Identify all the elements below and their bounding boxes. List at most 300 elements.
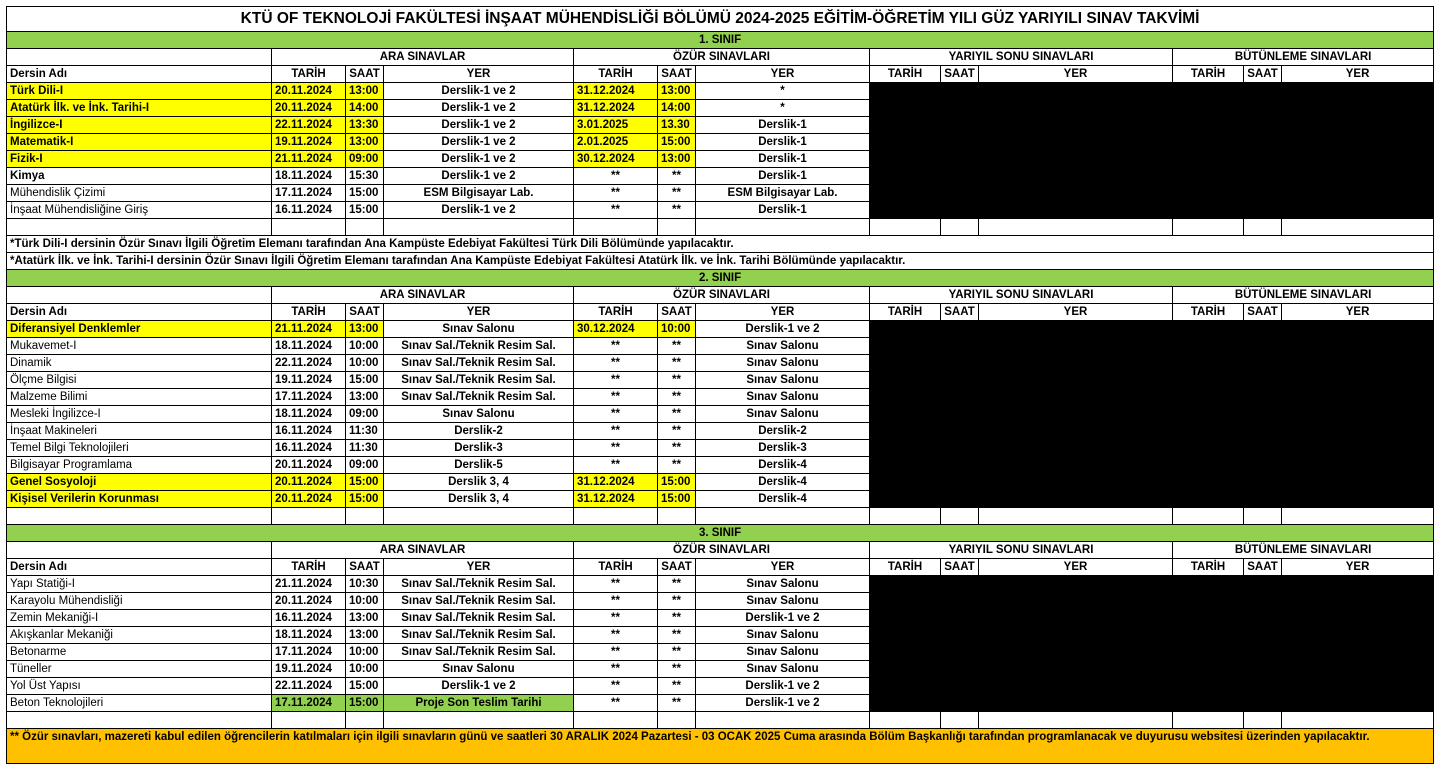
empty-cell	[1282, 712, 1434, 729]
ara-saat: 15:00	[346, 678, 384, 695]
course-name[interactable]: Kişisel Verilerin Korunması	[7, 491, 272, 508]
class-label: 1. SINIF	[7, 32, 1434, 49]
empty-cell	[658, 219, 696, 236]
empty-cell	[658, 508, 696, 525]
ara-tarih: 18.11.2024	[272, 627, 346, 644]
ara-saat: 15:00	[346, 202, 384, 219]
course-name[interactable]: Tüneller	[7, 661, 272, 678]
course-name[interactable]: Kimya	[7, 168, 272, 185]
ozur-tarih: **	[574, 576, 658, 593]
saat-header: SAAT	[658, 66, 696, 83]
class-row	[7, 32, 1434, 49]
ara-tarih: 21.11.2024	[272, 321, 346, 338]
saat-header: SAAT	[658, 304, 696, 321]
yer-header: YER	[384, 304, 574, 321]
ozur-saat: **	[658, 355, 696, 372]
ozur-tarih: 30.12.2024	[574, 151, 658, 168]
ozur-tarih: **	[574, 338, 658, 355]
ozur-yer: Sınav Salonu	[696, 644, 870, 661]
tarih-header: TARİH	[870, 66, 941, 83]
ara-yer: Derslik-1 ve 2	[384, 83, 574, 100]
course-name[interactable]: Temel Bilgi Teknolojileri	[7, 440, 272, 457]
saat-header: SAAT	[346, 66, 384, 83]
group-header-row	[7, 287, 1434, 304]
ozur-yer: *	[696, 100, 870, 117]
course-name[interactable]: Mukavemet-I	[7, 338, 272, 355]
course-row	[7, 83, 1434, 100]
ara-tarih: 16.11.2024	[272, 423, 346, 440]
ozur-saat: **	[658, 168, 696, 185]
course-name[interactable]: Malzeme Bilimi	[7, 389, 272, 406]
group-header-row	[7, 49, 1434, 66]
tarih-header: TARİH	[574, 559, 658, 576]
empty-cell	[979, 508, 1173, 525]
note-row	[7, 253, 1434, 270]
ara-tarih: 20.11.2024	[272, 491, 346, 508]
ara-yer: Sınav Sal./Teknik Resim Sal.	[384, 355, 574, 372]
ozur-saat: 15:00	[658, 474, 696, 491]
ara-saat: 11:30	[346, 440, 384, 457]
ara-tarih: 20.11.2024	[272, 593, 346, 610]
ara-tarih: 17.11.2024	[272, 695, 346, 712]
ozur-yer: Sınav Salonu	[696, 576, 870, 593]
empty-cell	[1173, 219, 1244, 236]
ozur-yer: Derslik-3	[696, 440, 870, 457]
empty-cell	[1173, 508, 1244, 525]
ara-saat: 13:00	[346, 389, 384, 406]
course-name[interactable]: Dinamik	[7, 355, 272, 372]
empty-cell	[346, 219, 384, 236]
course-name[interactable]: Betonarme	[7, 644, 272, 661]
ozur-yer: Sınav Salonu	[696, 593, 870, 610]
ara-saat: 14:00	[346, 100, 384, 117]
course-name[interactable]: Türk Dili-I	[7, 83, 272, 100]
empty-cell	[272, 219, 346, 236]
ara-tarih: 16.11.2024	[272, 202, 346, 219]
empty-cell	[941, 712, 979, 729]
ozur-yer: Sınav Salonu	[696, 355, 870, 372]
ara-yer: Derslik-2	[384, 423, 574, 440]
note-row	[7, 236, 1434, 253]
ara-yer: Sınav Salonu	[384, 321, 574, 338]
saat-header: SAAT	[1244, 559, 1282, 576]
tarih-header: TARİH	[870, 559, 941, 576]
ozur-tarih: **	[574, 168, 658, 185]
ozur-tarih: **	[574, 695, 658, 712]
ozur-saat: 15:00	[658, 491, 696, 508]
ara-tarih: 16.11.2024	[272, 610, 346, 627]
class-row	[7, 270, 1434, 287]
empty-cell	[979, 219, 1173, 236]
yer-header: YER	[1282, 559, 1434, 576]
empty-cell	[870, 508, 941, 525]
ara-yer: Sınav Sal./Teknik Resim Sal.	[384, 576, 574, 593]
ara-tarih: 20.11.2024	[272, 474, 346, 491]
course-name[interactable]: Genel Sosyoloji	[7, 474, 272, 491]
ara-yer: Derslik-5	[384, 457, 574, 474]
ozur-saat: **	[658, 185, 696, 202]
butunleme-header: BÜTÜNLEME SINAVLARI	[1173, 542, 1434, 559]
ozur-yer: Derslik-1 ve 2	[696, 678, 870, 695]
ozur-saat: **	[658, 406, 696, 423]
saat-header: SAAT	[346, 304, 384, 321]
note-text: *Atatürk İlk. ve İnk. Tarihi-I dersinin Özür Sınavı İlgili Öğretim Elemanı tarafından Ana Kampüste Edebiyat Fakültesi Atatürk İlk. ve İnk. Tarihi Bölümünde yapılacaktır.	[7, 253, 1434, 270]
butunleme-header: BÜTÜNLEME SINAVLARI	[1173, 49, 1434, 66]
ara-saat: 09:00	[346, 151, 384, 168]
blank-cell	[7, 287, 272, 304]
ozur-saat: **	[658, 610, 696, 627]
ozur-yer: *	[696, 83, 870, 100]
ara-yer: Sınav Sal./Teknik Resim Sal.	[384, 627, 574, 644]
ozur-saat: **	[658, 576, 696, 593]
ara-yer: Sınav Sal./Teknik Resim Sal.	[384, 338, 574, 355]
ozur-tarih: **	[574, 457, 658, 474]
ara-yer: Sınav Sal./Teknik Resim Sal.	[384, 372, 574, 389]
ozur-saat: **	[658, 678, 696, 695]
course-name[interactable]: Karayolu Mühendisliği	[7, 593, 272, 610]
yer-header: YER	[1282, 66, 1434, 83]
empty-cell	[7, 219, 272, 236]
title-row	[7, 7, 1434, 32]
ara-sinavlar-header: ARA SINAVLAR	[272, 49, 574, 66]
ara-sinavlar-header: ARA SINAVLAR	[272, 542, 574, 559]
empty-cell	[1244, 508, 1282, 525]
ara-saat: 11:30	[346, 423, 384, 440]
ara-yer: Sınav Sal./Teknik Resim Sal.	[384, 610, 574, 627]
ara-saat: 15:00	[346, 185, 384, 202]
ara-tarih: 20.11.2024	[272, 100, 346, 117]
empty-cell	[574, 712, 658, 729]
blank-cell	[7, 49, 272, 66]
empty-cell	[272, 508, 346, 525]
ozur-tarih: **	[574, 678, 658, 695]
empty-cell	[870, 712, 941, 729]
course-row	[7, 321, 1434, 338]
ozur-yer: Derslik-1 ve 2	[696, 695, 870, 712]
empty-cell	[346, 508, 384, 525]
yer-header: YER	[696, 304, 870, 321]
empty-cell	[941, 219, 979, 236]
ozur-tarih: **	[574, 661, 658, 678]
ozur-yer: Sınav Salonu	[696, 338, 870, 355]
ozur-saat: **	[658, 372, 696, 389]
empty-cell	[696, 508, 870, 525]
ara-saat: 10:00	[346, 661, 384, 678]
empty-cell	[870, 219, 941, 236]
course-name[interactable]: Yol Üst Yapısı	[7, 678, 272, 695]
ozur-yer: Derslik-4	[696, 474, 870, 491]
ara-yer: Derslik 3, 4	[384, 491, 574, 508]
ara-saat: 15:30	[346, 168, 384, 185]
empty-cell	[574, 219, 658, 236]
page-title: KTÜ OF TEKNOLOJİ FAKÜLTESİ İNŞAAT MÜHENDİSLİĞİ BÖLÜMÜ 2024-2025 EĞİTİM-ÖĞRETİM YILI GÜZ YARIYILI SINAV TAKVİMİ	[7, 7, 1434, 32]
ara-tarih: 22.11.2024	[272, 355, 346, 372]
course-name[interactable]: Fizik-I	[7, 151, 272, 168]
empty-cell	[1282, 508, 1434, 525]
ozur-tarih: 31.12.2024	[574, 474, 658, 491]
redacted-block	[870, 576, 1434, 712]
ara-tarih: 22.11.2024	[272, 117, 346, 134]
ozur-yer: Derslik-2	[696, 423, 870, 440]
empty-cell	[384, 219, 574, 236]
empty-cell	[346, 712, 384, 729]
ozur-tarih: 3.01.2025	[574, 117, 658, 134]
course-name[interactable]: Akışkanlar Mekaniği	[7, 627, 272, 644]
course-name[interactable]: Ölçme Bilgisi	[7, 372, 272, 389]
spacer-row	[7, 219, 1434, 236]
empty-cell	[941, 508, 979, 525]
empty-cell	[1173, 712, 1244, 729]
ozur-tarih: 31.12.2024	[574, 491, 658, 508]
ozur-saat: **	[658, 338, 696, 355]
saat-header: SAAT	[658, 559, 696, 576]
ozur-yer: Derslik-1	[696, 168, 870, 185]
empty-cell	[1244, 219, 1282, 236]
yariyil-sonu-header: YARIYIL SONU SINAVLARI	[870, 49, 1173, 66]
course-name[interactable]: Atatürk İlk. ve İnk. Tarihi-I	[7, 100, 272, 117]
tarih-header: TARİH	[272, 304, 346, 321]
yer-header: YER	[696, 66, 870, 83]
tarih-header: TARİH	[870, 304, 941, 321]
ozur-tarih: 30.12.2024	[574, 321, 658, 338]
ozur-tarih: **	[574, 185, 658, 202]
ara-yer: Sınav Sal./Teknik Resim Sal.	[384, 389, 574, 406]
yer-header: YER	[384, 66, 574, 83]
ara-tarih: 18.11.2024	[272, 168, 346, 185]
ara-yer: Derslik 3, 4	[384, 474, 574, 491]
ara-yer: Derslik-1 ve 2	[384, 202, 574, 219]
ozur-saat: **	[658, 644, 696, 661]
course-name[interactable]: Yapı Statiği-I	[7, 576, 272, 593]
ara-saat: 09:00	[346, 406, 384, 423]
yariyil-sonu-header: YARIYIL SONU SINAVLARI	[870, 542, 1173, 559]
ozur-saat: **	[658, 593, 696, 610]
ara-sinavlar-header: ARA SINAVLAR	[272, 287, 574, 304]
saat-header: SAAT	[941, 559, 979, 576]
spacer-row	[7, 712, 1434, 729]
ara-saat: 15:00	[346, 695, 384, 712]
ozur-saat: **	[658, 440, 696, 457]
ara-tarih: 17.11.2024	[272, 185, 346, 202]
ara-saat: 15:00	[346, 372, 384, 389]
course-name[interactable]: Matematik-I	[7, 134, 272, 151]
ara-saat: 15:00	[346, 474, 384, 491]
empty-cell	[574, 508, 658, 525]
course-name[interactable]: Mühendislik Çizimi	[7, 185, 272, 202]
ara-saat: 10:30	[346, 576, 384, 593]
ozur-tarih: **	[574, 627, 658, 644]
ozur-yer: ESM Bilgisayar Lab.	[696, 185, 870, 202]
empty-cell	[7, 508, 272, 525]
footer-note: ** Özür sınavları, mazereti kabul edilen öğrencilerin katılmaları için ilgili sınavların günü ve saatleri 30 ARALIK 2024 Pazartesi - 03 OCAK 2025 Cuma arasında Bölüm Başkanlığı tarafından programlanacak ve duyurusu websitesi üzerinden yapılacaktır.	[7, 729, 1434, 764]
ozur-saat: 13.30	[658, 117, 696, 134]
ozur-tarih: **	[574, 593, 658, 610]
ozur-saat: **	[658, 695, 696, 712]
ozur-saat: 13:00	[658, 83, 696, 100]
class-label: 3. SINIF	[7, 525, 1434, 542]
redacted-block	[870, 321, 1434, 508]
ozur-saat: 15:00	[658, 134, 696, 151]
spacer-row	[7, 508, 1434, 525]
ozur-yer: Derslik-1	[696, 202, 870, 219]
ara-tarih: 17.11.2024	[272, 644, 346, 661]
course-name-header: Dersin Adı	[7, 559, 272, 576]
ozur-sinavlari-header: ÖZÜR SINAVLARI	[574, 542, 870, 559]
ozur-yer: Derslik-1	[696, 151, 870, 168]
exam-schedule-sheet	[6, 6, 1434, 764]
ara-yer: Sınav Sal./Teknik Resim Sal.	[384, 593, 574, 610]
ozur-yer: Derslik-4	[696, 457, 870, 474]
ozur-saat: **	[658, 457, 696, 474]
tarih-header: TARİH	[272, 559, 346, 576]
note-text: *Türk Dili-I dersinin Özür Sınavı İlgili Öğretim Elemanı tarafından Ana Kampüste Edebiyat Fakültesi Türk Dili Bölümünde yapılacaktır.	[7, 236, 1434, 253]
ozur-tarih: **	[574, 440, 658, 457]
ozur-saat: **	[658, 202, 696, 219]
blank-cell	[7, 542, 272, 559]
ozur-yer: Derslik-1 ve 2	[696, 321, 870, 338]
ara-saat: 09:00	[346, 457, 384, 474]
ara-saat: 10:00	[346, 355, 384, 372]
ozur-saat: 13:00	[658, 151, 696, 168]
yer-header: YER	[696, 559, 870, 576]
ozur-saat: **	[658, 389, 696, 406]
ara-tarih: 22.11.2024	[272, 678, 346, 695]
course-name-header: Dersin Adı	[7, 66, 272, 83]
ara-tarih: 19.11.2024	[272, 372, 346, 389]
exam-schedule-table	[6, 6, 1434, 764]
ara-tarih: 17.11.2024	[272, 389, 346, 406]
ara-yer: Derslik-3	[384, 440, 574, 457]
column-header-row	[7, 66, 1434, 83]
ara-yer: Derslik-1 ve 2	[384, 100, 574, 117]
saat-header: SAAT	[346, 559, 384, 576]
ara-yer: Sınav Sal./Teknik Resim Sal.	[384, 644, 574, 661]
empty-cell	[696, 219, 870, 236]
ara-yer: Sınav Salonu	[384, 661, 574, 678]
ara-tarih: 19.11.2024	[272, 661, 346, 678]
ara-tarih: 16.11.2024	[272, 440, 346, 457]
empty-cell	[7, 712, 272, 729]
redacted-block	[870, 83, 1434, 219]
empty-cell	[384, 508, 574, 525]
ozur-saat: **	[658, 423, 696, 440]
class-label: 2. SINIF	[7, 270, 1434, 287]
course-name[interactable]: Bilgisayar Programlama	[7, 457, 272, 474]
ozur-tarih: 2.01.2025	[574, 134, 658, 151]
ara-tarih: 21.11.2024	[272, 576, 346, 593]
ara-tarih: 21.11.2024	[272, 151, 346, 168]
footer-row	[7, 729, 1434, 764]
ozur-tarih: **	[574, 202, 658, 219]
ara-saat: 13:00	[346, 610, 384, 627]
ara-tarih: 20.11.2024	[272, 457, 346, 474]
tarih-header: TARİH	[574, 66, 658, 83]
ozur-tarih: 31.12.2024	[574, 100, 658, 117]
empty-cell	[384, 712, 574, 729]
course-name[interactable]: Beton Teknolojileri	[7, 695, 272, 712]
ara-saat: 15:00	[346, 491, 384, 508]
yer-header: YER	[979, 559, 1173, 576]
ozur-yer: Derslik-1	[696, 134, 870, 151]
empty-cell	[1282, 219, 1434, 236]
ara-yer: Derslik-1 ve 2	[384, 151, 574, 168]
course-name[interactable]: İnşaat Mühendisliğine Giriş	[7, 202, 272, 219]
empty-cell	[696, 712, 870, 729]
yer-header: YER	[979, 304, 1173, 321]
column-header-row	[7, 559, 1434, 576]
empty-cell	[658, 712, 696, 729]
saat-header: SAAT	[941, 66, 979, 83]
course-name[interactable]: Diferansiyel Denklemler	[7, 321, 272, 338]
ozur-yer: Derslik-1 ve 2	[696, 610, 870, 627]
ozur-yer: Derslik-1	[696, 117, 870, 134]
ara-yer: Proje Son Teslim Tarihi	[384, 695, 574, 712]
ozur-yer: Sınav Salonu	[696, 627, 870, 644]
saat-header: SAAT	[941, 304, 979, 321]
ozur-yer: Sınav Salonu	[696, 406, 870, 423]
course-name[interactable]: Mesleki İngilizce-I	[7, 406, 272, 423]
ozur-yer: Sınav Salonu	[696, 661, 870, 678]
ozur-saat: 10:00	[658, 321, 696, 338]
course-name[interactable]: İngilizce-I	[7, 117, 272, 134]
course-name[interactable]: İnşaat Makineleri	[7, 423, 272, 440]
class-row	[7, 525, 1434, 542]
ara-tarih: 18.11.2024	[272, 406, 346, 423]
ara-yer: Sınav Salonu	[384, 406, 574, 423]
ara-saat: 13:00	[346, 627, 384, 644]
ozur-tarih: 31.12.2024	[574, 83, 658, 100]
ozur-saat: **	[658, 661, 696, 678]
ara-tarih: 18.11.2024	[272, 338, 346, 355]
empty-cell	[1244, 712, 1282, 729]
ozur-sinavlari-header: ÖZÜR SINAVLARI	[574, 49, 870, 66]
group-header-row	[7, 542, 1434, 559]
ara-saat: 13:00	[346, 134, 384, 151]
ara-saat: 13:00	[346, 321, 384, 338]
empty-cell	[272, 712, 346, 729]
tarih-header: TARİH	[1173, 559, 1244, 576]
ara-tarih: 20.11.2024	[272, 83, 346, 100]
course-name[interactable]: Zemin Mekaniği-I	[7, 610, 272, 627]
ara-saat: 10:00	[346, 644, 384, 661]
ozur-yer: Derslik-4	[696, 491, 870, 508]
ara-tarih: 19.11.2024	[272, 134, 346, 151]
ozur-saat: **	[658, 627, 696, 644]
saat-header: SAAT	[1244, 304, 1282, 321]
ozur-tarih: **	[574, 423, 658, 440]
course-row	[7, 576, 1434, 593]
column-header-row	[7, 304, 1434, 321]
ara-yer: Derslik-1 ve 2	[384, 168, 574, 185]
ara-saat: 13:30	[346, 117, 384, 134]
ara-yer: Derslik-1 ve 2	[384, 134, 574, 151]
course-name-header: Dersin Adı	[7, 304, 272, 321]
tarih-header: TARİH	[272, 66, 346, 83]
yer-header: YER	[384, 559, 574, 576]
ara-saat: 10:00	[346, 338, 384, 355]
ozur-tarih: **	[574, 610, 658, 627]
ara-saat: 13:00	[346, 83, 384, 100]
ozur-tarih: **	[574, 355, 658, 372]
yariyil-sonu-header: YARIYIL SONU SINAVLARI	[870, 287, 1173, 304]
yer-header: YER	[979, 66, 1173, 83]
ara-yer: Derslik-1 ve 2	[384, 678, 574, 695]
ozur-saat: 14:00	[658, 100, 696, 117]
ozur-tarih: **	[574, 389, 658, 406]
ara-yer: Derslik-1 ve 2	[384, 117, 574, 134]
ozur-tarih: **	[574, 406, 658, 423]
saat-header: SAAT	[1244, 66, 1282, 83]
